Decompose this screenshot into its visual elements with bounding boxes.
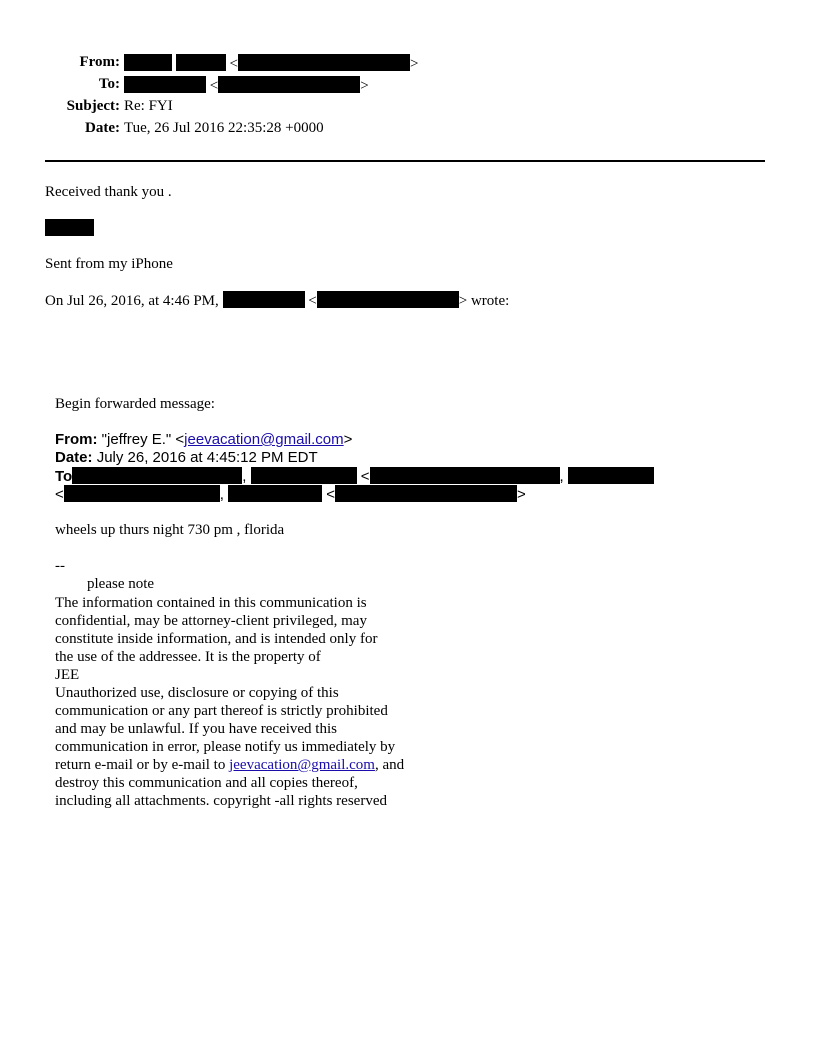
fwd-from-email-link[interactable]: jeevacation@gmail.com bbox=[184, 431, 344, 448]
redacted-block bbox=[176, 54, 226, 71]
redacted-block bbox=[72, 467, 242, 484]
disclaimer-line: and may be unlawful. If you have received this bbox=[55, 721, 337, 737]
subject-label: Subject: bbox=[66, 98, 120, 114]
from-value: < > bbox=[124, 54, 418, 73]
disclaimer-line: confidential, may be attorney-client privileged, may bbox=[55, 613, 367, 629]
redacted-block bbox=[317, 291, 459, 308]
date-label: Date: bbox=[85, 120, 120, 136]
disclaimer-line: communication in error, please notify us immediately by bbox=[55, 739, 396, 755]
date-value: Tue, 26 Jul 2016 22:35:28 +0000 bbox=[124, 120, 324, 136]
from-label: From: bbox=[79, 54, 120, 70]
disclaimer-line: constitute inside information, and is intended only for bbox=[55, 631, 378, 647]
disclaimer-line: destroy this communication and all copies thereof, bbox=[55, 775, 358, 791]
signature-separator: -- bbox=[55, 558, 65, 574]
forwarded-heading: Begin forwarded message: bbox=[55, 396, 215, 412]
please-note: please note bbox=[87, 576, 155, 592]
fwd-to-line-cont: < , < > bbox=[55, 486, 526, 503]
redacted-block bbox=[45, 219, 94, 236]
redacted-block bbox=[568, 467, 654, 484]
disclaimer-line: return e-mail or by e-mail to jeevacation@gmail.com, and bbox=[55, 757, 405, 773]
redacted-block bbox=[223, 291, 305, 308]
disclaimer-line: including all attachments. copyright -all rights reserved bbox=[55, 793, 387, 809]
redacted-block bbox=[64, 485, 220, 502]
fwd-from-line: From: "jeffrey E." <jeevacation@gmail.com> bbox=[55, 431, 353, 448]
to-label: To: bbox=[98, 76, 120, 92]
disclaimer-line: The information contained in this communication is bbox=[55, 595, 367, 611]
to-value: < > bbox=[124, 76, 369, 95]
fwd-date-line: Date: July 26, 2016 at 4:45:12 PM EDT bbox=[55, 449, 318, 466]
redacted-block bbox=[370, 467, 560, 484]
disclaimer-line: the use of the addressee. It is the property of bbox=[55, 649, 321, 665]
subject-value: Re: FYI bbox=[124, 98, 173, 114]
redacted-block bbox=[218, 76, 360, 93]
header-divider bbox=[45, 160, 765, 162]
reply-line: Received thank you . bbox=[45, 184, 172, 200]
redacted-signature bbox=[45, 219, 94, 238]
fwd-to-line: To , < , bbox=[55, 467, 654, 485]
disclaimer-line: Unauthorized use, disclosure or copying of this bbox=[55, 685, 339, 701]
disclaimer bbox=[55, 594, 404, 810]
disclaimer-line: communication or any part thereof is strictly prohibited bbox=[55, 703, 388, 719]
redacted-block bbox=[124, 76, 206, 93]
redacted-block bbox=[124, 54, 172, 71]
quote-attribution: On Jul 26, 2016, at 4:46 PM, < > wrote: bbox=[45, 293, 510, 309]
sent-from: Sent from my iPhone bbox=[45, 256, 173, 272]
disclaimer-email-link[interactable]: jeevacation@gmail.com bbox=[229, 757, 375, 773]
fwd-message-text: wheels up thurs night 730 pm , florida bbox=[55, 522, 285, 538]
redacted-block bbox=[251, 467, 357, 484]
redacted-block bbox=[238, 54, 410, 71]
redacted-block bbox=[335, 485, 517, 502]
disclaimer-line: JEE bbox=[55, 667, 80, 683]
redacted-block bbox=[228, 485, 322, 502]
